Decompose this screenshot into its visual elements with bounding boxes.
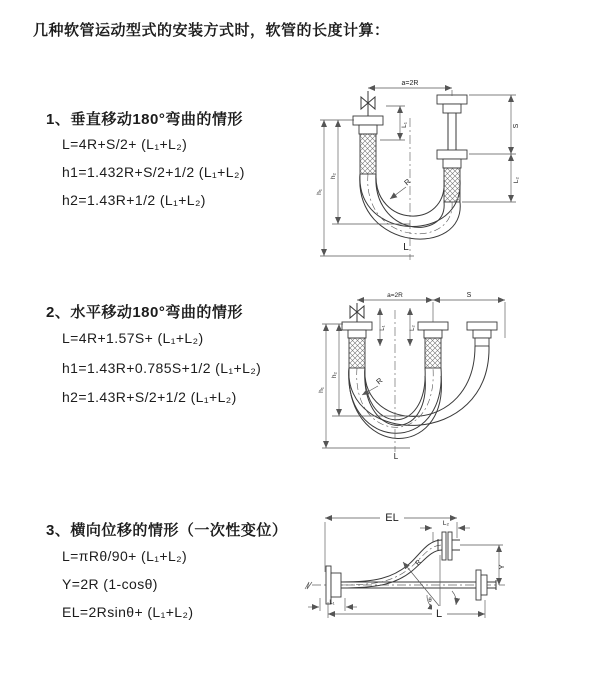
dim-label-h2: h₂ (330, 172, 337, 180)
section-2-formula-h2: h2=1.43R+S/2+1/2 (L₁+L₂) (62, 389, 237, 405)
dim-label-l1: L₁ (329, 600, 335, 606)
braided-hose-right (444, 168, 460, 202)
radius-label-r: R (402, 176, 413, 188)
diagram-horizontal-180-bend (310, 278, 600, 466)
radius-label-r: R (414, 558, 424, 568)
dim-label-y: Y (497, 564, 506, 570)
dim-label-s: S (466, 292, 472, 299)
centerline-break-mark (305, 582, 312, 589)
section-3-formula-Y: Y=2R (1-cosθ) (62, 576, 158, 592)
radius-label-r: R (374, 375, 385, 387)
section-3-heading: 3、横向位移的情形（一次性变位） (46, 522, 288, 539)
section-2-heading: 2、水平移动180°弯曲的情形 (46, 304, 243, 321)
dim-label-s: S (513, 123, 520, 129)
dim-label-h1: h₁ (318, 387, 325, 393)
section-1-formula-L: L=4R+S/2+ (L₁+L₂) (62, 136, 188, 152)
dim-label-a2r: a=2R (387, 292, 403, 299)
dim-label-h1: h₁ (316, 189, 323, 195)
length-label-l: L (403, 242, 409, 253)
section-1-heading: 1、垂直移动180°弯曲的情形 (46, 111, 243, 128)
section-3-formula-EL: EL=2Rsinθ+ (L₁+L₂) (62, 604, 194, 620)
braided-hose-left (360, 134, 376, 174)
dim-label-h2: h₂ (331, 371, 338, 379)
length-label-l: L (435, 608, 443, 620)
diagram-lateral-displacement (300, 502, 600, 674)
dim-label-l2: L₂ (410, 325, 416, 331)
diagram-vertical-180-bend (310, 66, 600, 266)
dim-label-l2: L₂ (442, 520, 450, 527)
page-title: 几种软管运动型式的安装方式时，软管的长度计算： (33, 22, 390, 39)
dim-label-l1: L₁ (401, 122, 408, 128)
section-2-formula-h1: h1=1.43R+0.785S+1/2 (L₁+L₂) (62, 360, 262, 376)
dim-label-el: EL (385, 512, 399, 524)
section-3-formula-L: L=πRθ/90+ (L₁+L₂) (62, 548, 188, 564)
braided-hose-middle (425, 338, 441, 368)
dim-label-l2: L₂ (513, 176, 520, 184)
angle-label-theta: θ (428, 598, 432, 604)
section-1-formula-h2: h2=1.43R+1/2 (L₁+L₂) (62, 192, 206, 208)
section-1-formula-h1: h1=1.432R+S/2+1/2 (L₁+L₂) (62, 164, 245, 180)
section-2-formula-L: L=4R+1.57S+ (L₁+L₂) (62, 330, 204, 346)
dim-label-a2r: a=2R (401, 80, 419, 87)
length-label-l: L (393, 452, 399, 461)
braided-hose-left (349, 338, 365, 368)
dim-label-l1: L₁ (380, 325, 386, 331)
